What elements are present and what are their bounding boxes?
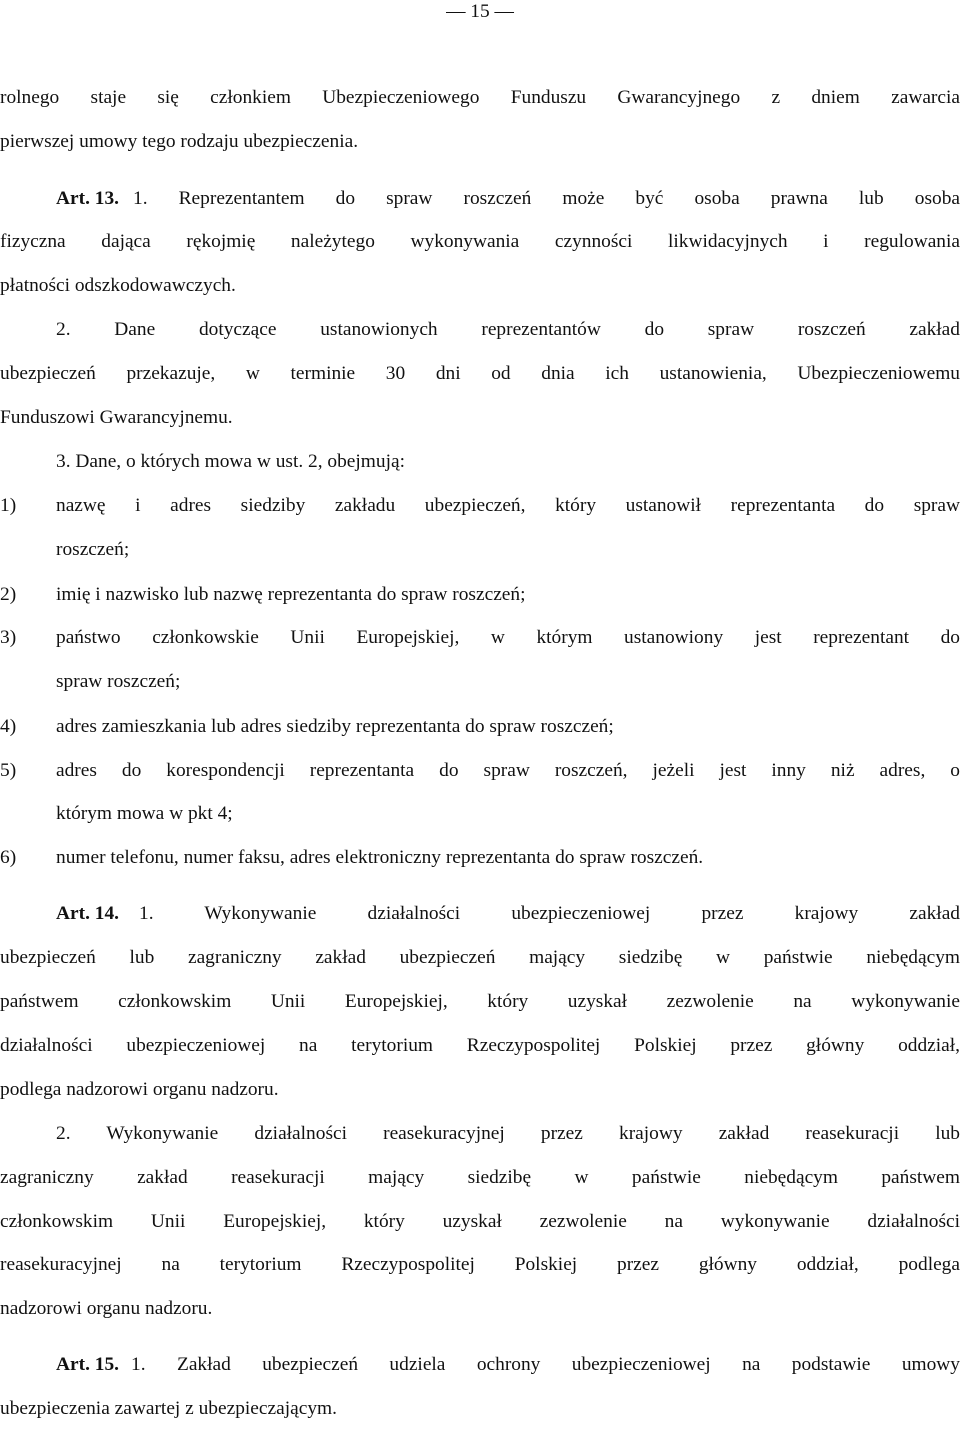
list-item: spraw roszczeń;	[56, 671, 181, 692]
text-line: 3. Dane, o których mowa w ust. 2, obejmują:	[56, 451, 405, 472]
article-15-first-line	[56, 1343, 960, 1387]
list-item: roszczeń;	[56, 539, 130, 560]
article-label: Art. 15.	[56, 1354, 120, 1375]
text-line: 1. Reprezentantem do spraw roszczeń może być osoba prawna lub osoba	[133, 188, 960, 209]
article-13-first-line	[56, 177, 960, 221]
text-line: ubezpieczenia zawartej z ubezpieczającym.	[0, 1398, 337, 1419]
article-label: Art. 14.	[56, 903, 120, 924]
list-item-number: 4)	[0, 716, 17, 737]
list-item: państwo członkowskie Unii Europejskiej, w którym ustanowiony jest reprezentant do	[56, 627, 960, 648]
text-line: 1. Wykonywanie działalności ubezpieczeniowej przez krajowy zakład	[139, 903, 960, 924]
text-line: zagraniczny zakład reasekuracji mający siedzibę w państwie niebędącym państwem	[0, 1167, 960, 1188]
text-line: pierwszej umowy tego rodzaju ubezpieczenia.	[0, 131, 359, 152]
text-line: ubezpieczeń lub zagraniczny zakład ubezpieczeń mający siedzibę w państwie niebędącym	[0, 947, 960, 968]
list-item-number: 3)	[0, 627, 17, 648]
text-line: rolnego staje się członkiem Ubezpieczeniowego Funduszu Gwarancyjnego z dniem zawarcia	[0, 87, 960, 108]
list-item: którym mowa w pkt 4;	[56, 803, 233, 824]
list-item: adres do korespondencji reprezentanta do spraw roszczeń, jeżeli jest inny niż adres, o	[56, 760, 960, 781]
text-line: fizyczna dająca rękojmię należytego wykonywania czynności likwidacyjnych i regulowania	[0, 231, 960, 252]
text-line: 2. Dane dotyczące ustanowionych reprezentantów do spraw roszczeń zakład	[56, 319, 960, 340]
text-line: podlega nadzorowi organu nadzoru.	[0, 1079, 279, 1100]
article-label: Art. 13.	[56, 188, 120, 209]
list-item: imię i nazwisko lub nazwę reprezentanta do spraw roszczeń;	[56, 584, 526, 605]
text-line: członkowskim Unii Europejskiej, który uzyskał zezwolenie na wykonywanie działalności	[0, 1211, 960, 1232]
list-item-number: 5)	[0, 760, 17, 781]
text-line: 2. Wykonywanie działalności reasekuracyjnej przez krajowy zakład reasekuracji lub	[56, 1123, 960, 1144]
text-line: ubezpieczeń przekazuje, w terminie 30 dni od dnia ich ustanowienia, Ubezpieczeniowemu	[0, 363, 960, 384]
list-item-number: 6)	[0, 847, 17, 868]
list-item-number: 1)	[0, 495, 17, 516]
list-item: nazwę i adres siedziby zakładu ubezpieczeń, który ustanowił reprezentanta do spraw	[56, 495, 960, 516]
list-item-number: 2)	[0, 584, 17, 605]
text-line: reasekuracyjnej na terytorium Rzeczypospolitej Polskiej przez główny oddział, podlega	[0, 1254, 960, 1275]
page-number: — 15 —	[446, 1, 514, 22]
text-line: Funduszowi Gwarancyjnemu.	[0, 407, 233, 428]
text-line: płatności odszkodowawczych.	[0, 275, 236, 296]
list-item: adres zamieszkania lub adres siedziby reprezentanta do spraw roszczeń;	[56, 716, 614, 737]
text-line: 1. Zakład ubezpieczeń udziela ochrony ubezpieczeniowej na podstawie umowy	[131, 1354, 960, 1375]
list-item: numer telefonu, numer faksu, adres elektroniczny reprezentanta do spraw roszczeń.	[56, 847, 704, 868]
article-14-first-line	[56, 892, 960, 936]
text-line: państwem członkowskim Unii Europejskiej, który uzyskał zezwolenie na wykonywanie	[0, 991, 960, 1012]
text-line: nadzorowi organu nadzoru.	[0, 1298, 213, 1319]
text-line: działalności ubezpieczeniowej na terytorium Rzeczypospolitej Polskiej przez główny oddział,	[0, 1035, 960, 1056]
